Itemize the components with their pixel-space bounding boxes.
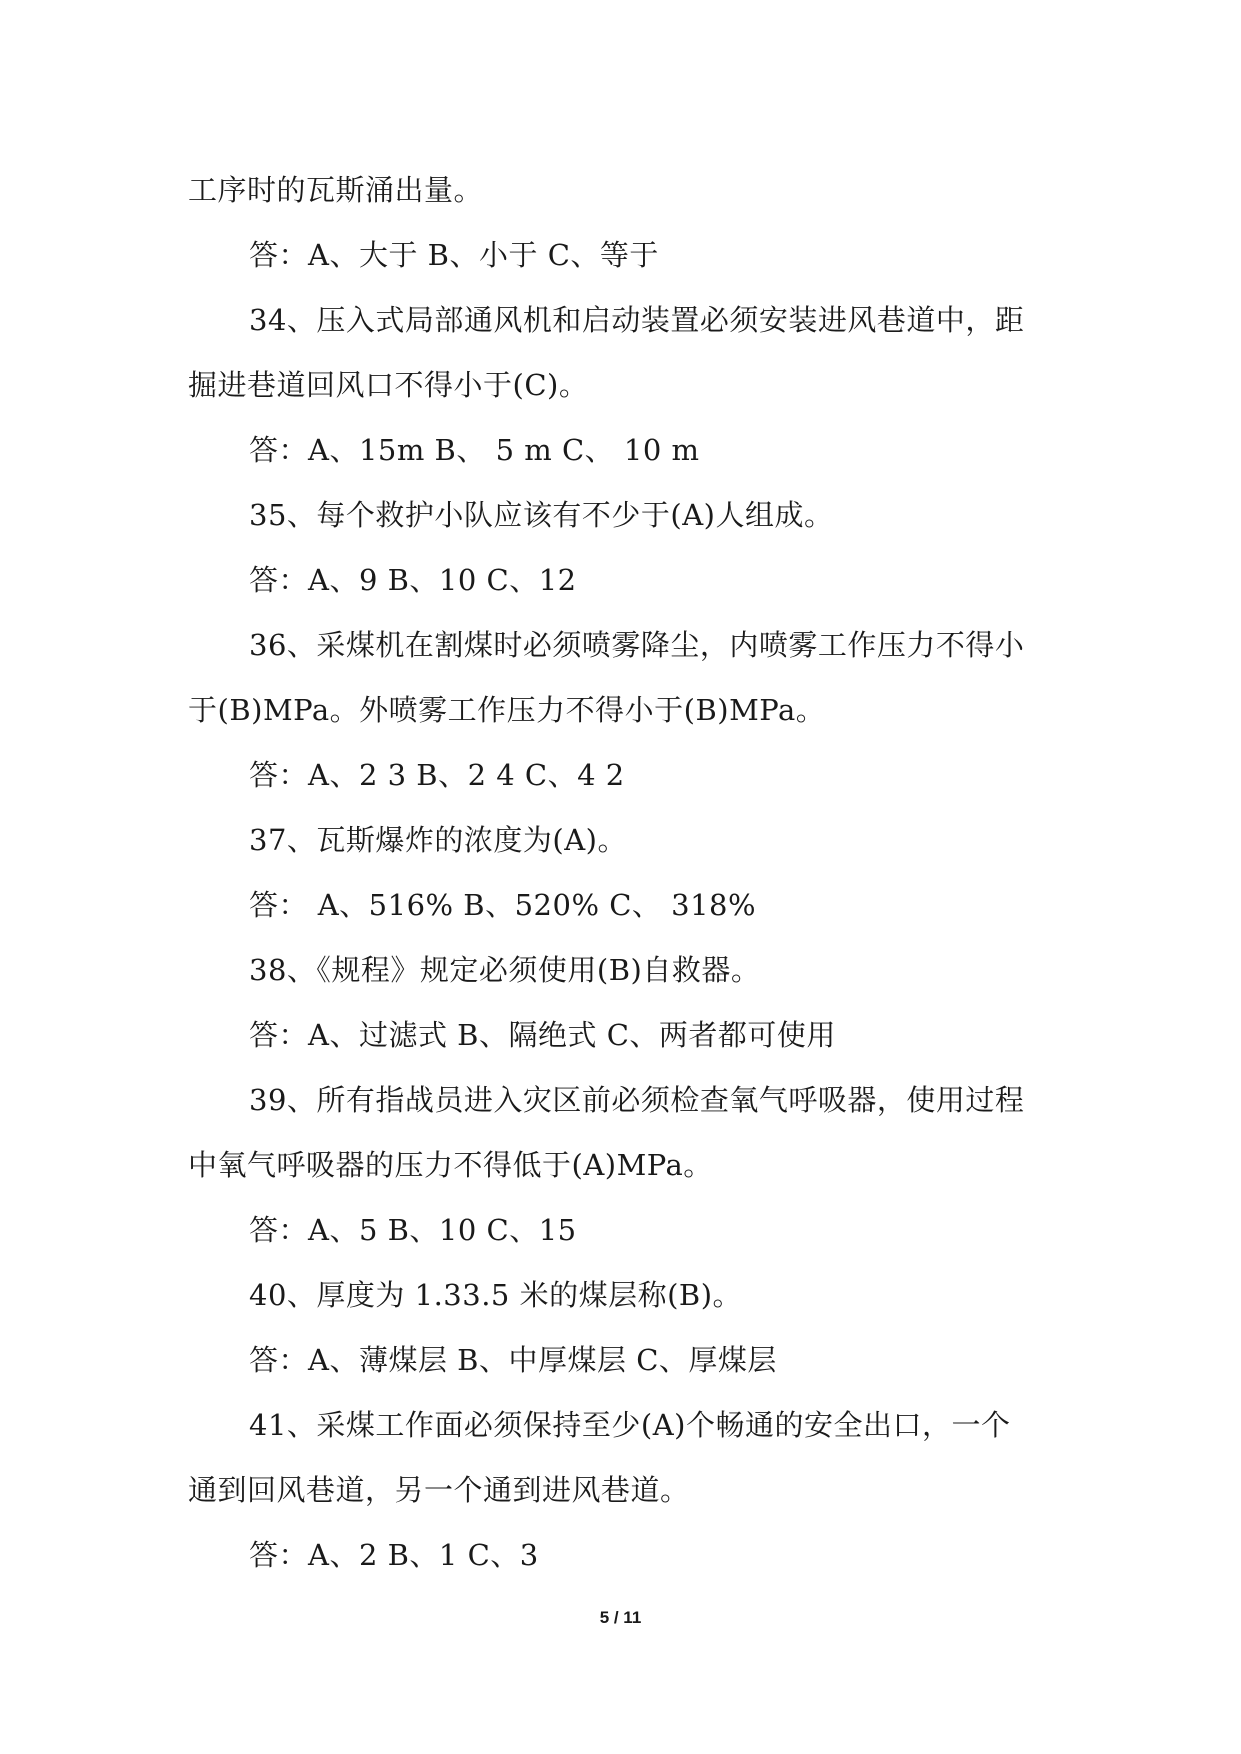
text-line: 通到回风巷道，另一个通到进风巷道。 [188, 1473, 690, 1507]
answer-line: 答：A、5 B、10 C、15 [249, 1213, 577, 1247]
text-line: 工序时的瓦斯涌出量。 [188, 173, 484, 207]
question-line: 37、瓦斯爆炸的浓度为(A)。 [249, 823, 627, 857]
answer-line: 答：A、15m B、 5 m C、 10 m [249, 433, 700, 467]
answer-line: 答：A、大于 B、小于 C、等于 [249, 238, 659, 272]
answer-line: 答：A、薄煤层 B、中厚煤层 C、厚煤层 [249, 1343, 777, 1377]
answer-line: 答：A、2 3 B、2 4 C、4 2 [249, 758, 625, 792]
question-line: 34、压入式局部通风机和启动装置必须安装进风巷道中，距 [249, 303, 1025, 337]
text-line: 于(B)MPa。外喷雾工作压力不得小于(B)MPa。 [188, 693, 826, 727]
answer-line: 答： A、516% B、520% C、 318% [249, 888, 757, 922]
answer-line: 答：A、2 B、1 C、3 [249, 1538, 539, 1572]
question-line: 41、采煤工作面必须保持至少(A)个畅通的安全出口，一个 [249, 1408, 1011, 1442]
question-line: 35、每个救护小队应该有不少于(A)人组成。 [249, 498, 834, 532]
text-line: 掘进巷道回风口不得小于(C)。 [188, 368, 589, 402]
question-line: 40、厚度为 1.33.5 米的煤层称(B)。 [249, 1278, 743, 1312]
question-line: 39、所有指战员进入灾区前必须检查氧气呼吸器，使用过程 [249, 1083, 1025, 1117]
page-body [188, 158, 1054, 1588]
text-line: 中氧气呼吸器的压力不得低于(A)MPa。 [188, 1148, 713, 1182]
page-number: 5 / 11 [599, 1608, 642, 1627]
question-line: 38、《规程》规定必须使用(B)自救器。 [249, 953, 761, 987]
answer-line: 答：A、过滤式 B、隔绝式 C、两者都可使用 [249, 1018, 836, 1052]
answer-line: 答：A、9 B、10 C、12 [249, 563, 577, 597]
question-line: 36、采煤机在割煤时必须喷雾降尘，内喷雾工作压力不得小 [249, 628, 1025, 662]
